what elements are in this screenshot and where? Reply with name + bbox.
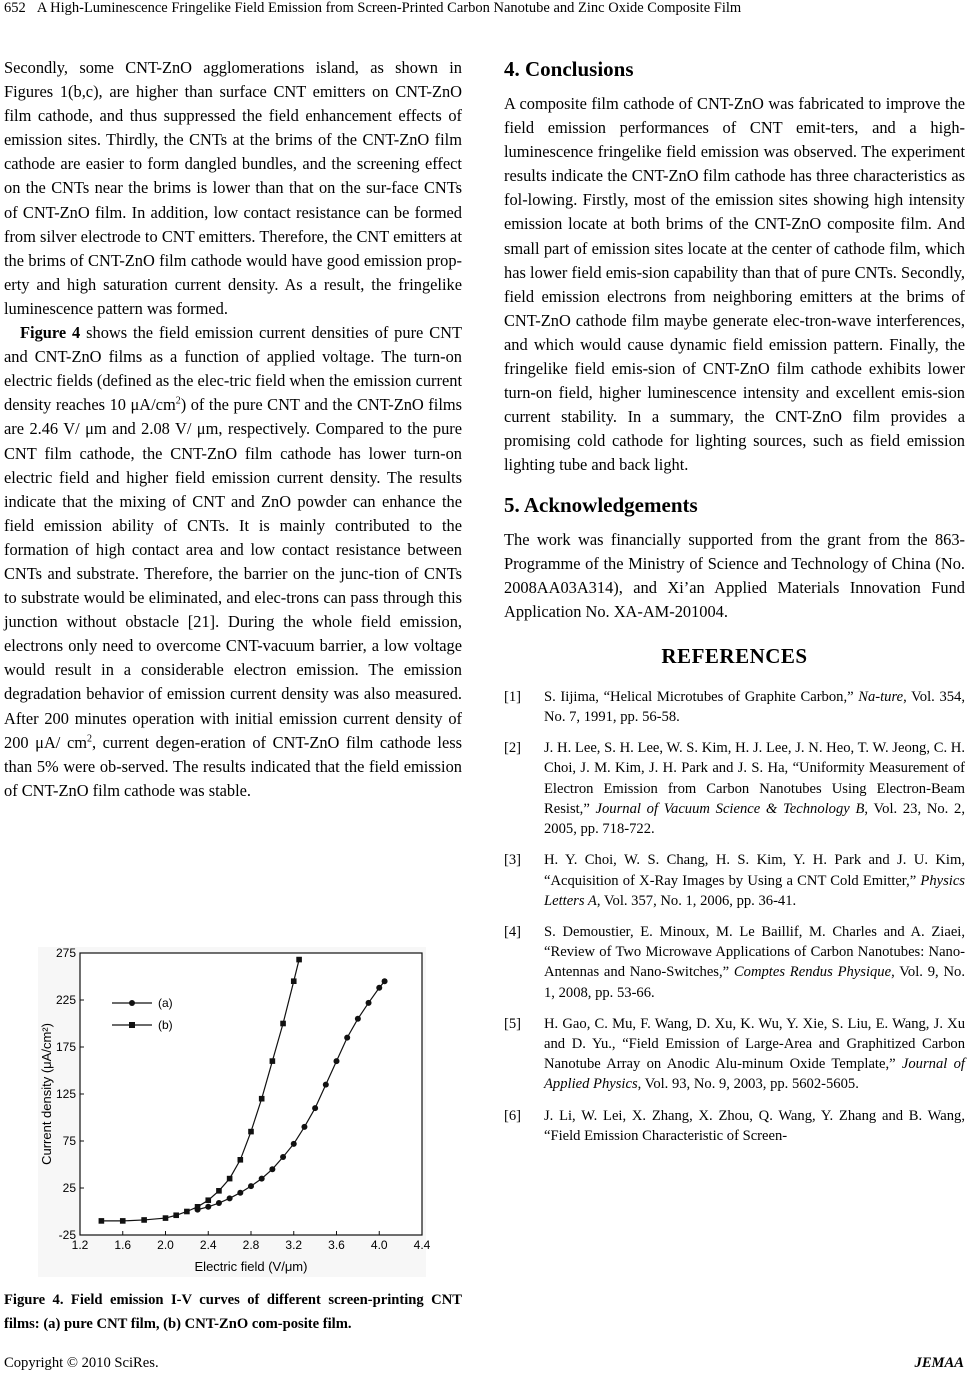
reference-text: H. Y. Choi, W. S. Chang, H. S. Kim, Y. H. Park and J. U. Kim, “Acquisition of X-Ray Images by Using a CNT Cold Emitter,” Physics Letters A, Vol. 357, No. 1, 2006, pp. 36-41. xyxy=(544,852,965,909)
left-column xyxy=(4,56,462,803)
legend-label: (a) xyxy=(158,996,173,1010)
references-list xyxy=(504,687,965,1146)
data-point-a xyxy=(366,1000,372,1006)
data-point-a xyxy=(355,1016,361,1022)
data-point-b xyxy=(248,1129,254,1135)
superscript: 2 xyxy=(175,395,181,407)
x-tick-label: 1.6 xyxy=(114,1238,132,1252)
reference-number: [6] xyxy=(504,1107,522,1124)
figure-caption: Figure 4. Field emission I-V curves of different screen-printing CNT films: (a) pure CNT film, (b) CNT-ZnO com-posite film. xyxy=(4,1292,462,1332)
data-point-a xyxy=(312,1105,318,1111)
data-point-b xyxy=(291,978,297,984)
data-point-b xyxy=(259,1096,265,1102)
reference-source: Journal of Applied Physics xyxy=(544,1056,965,1093)
data-point-a xyxy=(248,1183,254,1189)
data-point-a xyxy=(334,1058,340,1064)
running-title: A High-Luminescence Fringelike Field Emission from Screen-Printed Carbon Nanotube and Zinc Oxide Composite Film xyxy=(36,0,742,16)
paragraph-2 xyxy=(4,321,462,803)
x-tick-label: 2.4 xyxy=(199,1238,217,1252)
data-point-a xyxy=(291,1141,297,1147)
data-point-a xyxy=(227,1195,233,1201)
data-point-a xyxy=(237,1190,243,1196)
paragraph-2-part-b: ) of the pure CNT and the CNT-ZnO films are 2.46 V/ μm and 2.08 V/ μm, respectively. Compared to the pure CNT film cathode, the CNT-ZnO film cathode has lower turn-on electric field and higher field emission current density. The results indicate that the mixing of CNT and ZnO powder can enhance the field emission ability of CNTs. It is mainly contributed to the formation of high contact area and low contact resistance between CNTs and substrate. Therefore, the barrier on the junc-tion of CNTs to substrate would be eliminated, and elec-trons can pass through this junction without obstacle [21]. During the whole field emission, electrons only need to overcome CNT-vacuum barrier, a low voltage would result in a considerable electron emission. The emission degradation behavior of emission current density was also measured. After 200 minutes operation with initial emission current density of 200 μA/ cm xyxy=(4,395,462,752)
page-number: 652 xyxy=(4,0,26,16)
data-point-b xyxy=(141,1217,147,1223)
x-tick-label: 4.0 xyxy=(370,1238,388,1252)
reference-number: [4] xyxy=(504,923,522,940)
y-tick-label: 75 xyxy=(62,1134,76,1148)
reference-item xyxy=(504,687,965,727)
superscript: 2 xyxy=(86,733,92,745)
data-point-a xyxy=(382,978,388,984)
data-point-a xyxy=(205,1204,211,1210)
data-point-b xyxy=(227,1176,233,1182)
reference-text: S. Demoustier, E. Minoux, M. Le Baillif, M. Charles and A. Ziaei, “Review of Two Microwave Applications of Carbon Nanotubes: Nano-Antennas and Nano-Switches,” Comptes Rendus Physique, Vol. 9, No. 1, 2008, pp. 53-66. xyxy=(544,923,965,1001)
y-tick-label: 25 xyxy=(62,1181,76,1195)
legend-label: (b) xyxy=(158,1018,173,1032)
data-point-b xyxy=(296,957,302,963)
copyright: Copyright © 2010 SciRes. xyxy=(4,1355,159,1371)
data-point-b xyxy=(173,1212,179,1218)
running-header xyxy=(4,0,964,22)
x-tick-label: 2.0 xyxy=(157,1238,174,1252)
y-tick-label: 275 xyxy=(55,946,76,960)
conclusions-text: A composite film cathode of CNT-ZnO was fabricated to improve the field emission performances of CNT emit-ters, and a high-luminescence fringelike field emission was observed. The experiment results indicate the CNT-ZnO film cathode has three characteristics as fol-lowing. Firstly, most of the emission sites showing high intensity emission locate at both brims of the CNT-ZnO composite film. And small part of emission sites locate at the center of cathode film, which has lower field emis-sion capability than that of pure CNTs. Secondly, field emission electrons from neighboring emitters at the brims of CNT-ZnO cathode film maybe generate elec-tron-wave interferences, and which would cause dynamic field emission pattern. Finally, the fringelike field emis-sion of CNT-ZnO film cathode exhibits lower turn-on field, higher luminescence intensity and excellent emis-sion current stability. In a summary, the CNT-ZnO film provides a promising cold cathode for lighting sources, such as field emission lighting tube and back light. xyxy=(504,94,965,475)
reference-number: [5] xyxy=(504,1015,522,1032)
figure-4-chart xyxy=(38,946,431,1277)
y-tick-label: -25 xyxy=(58,1228,76,1242)
data-point-b xyxy=(184,1209,190,1215)
reference-item xyxy=(504,1106,965,1146)
y-tick-label: 225 xyxy=(55,993,76,1007)
data-point-a xyxy=(344,1035,350,1041)
acknowledgements-heading: 5. Acknowledgements xyxy=(504,492,698,517)
reference-source: Comptes Rendus Physique xyxy=(733,964,892,981)
paragraph-1: Secondly, some CNT-ZnO agglomerations island, as shown in Figures 1(b,c), are higher than surface CNT emitters on CNT-ZnO film cathode, and thus suppressed the field enhancement effects of emission sites. Thirdly, the CNTs at the brims of the CNT-ZnO film cathode are easier to form dangled bundles, and the screening effect on the CNTs near the brims is lower than that on the sur-face CNTs of CNT-ZnO film. In addition, low contact resistance can be formed from silver electrode to CNT emitters. Therefore, the CNT emitters at the brims of CNT-ZnO film cathode would have good emission prop-erty and high saturation current density. As a result, the fringelike luminescence pattern was formed. xyxy=(4,58,462,318)
data-point-a xyxy=(216,1200,222,1206)
figure-4-ref: Figure 4 xyxy=(20,323,81,343)
x-tick-label: 4.4 xyxy=(413,1238,431,1252)
data-point-b xyxy=(205,1197,211,1203)
reference-item xyxy=(504,738,965,839)
data-point-a xyxy=(259,1176,265,1182)
x-axis-label: Electric field (V/μm) xyxy=(194,1259,308,1274)
y-axis-label: Current density (μA/cm²) xyxy=(39,1023,54,1165)
reference-source: Na-ture xyxy=(858,688,904,705)
data-point-a xyxy=(280,1154,286,1160)
data-point-b xyxy=(280,1021,286,1027)
reference-text: J. H. Lee, S. H. Lee, W. S. Kim, H. J. Lee, J. N. Heo, T. W. Jeong, C. H. Choi, J. M. Kim, J. H. Park and J. S. Ha, “Uniformity Measurement of Electron Emission from Carbon Nanotubes Using Electron-Beam Resist,” Journal of Vacuum Science & Technology B, Vol. 23, No. 2, 2005, pp. 718-722. xyxy=(544,740,965,838)
data-point-a xyxy=(301,1124,307,1130)
x-tick-label: 2.8 xyxy=(242,1238,260,1252)
x-tick-label: 3.2 xyxy=(285,1238,303,1252)
footer xyxy=(4,1355,964,1372)
data-point-a xyxy=(376,985,382,991)
data-point-b xyxy=(195,1204,201,1210)
plot-frame xyxy=(80,953,422,1235)
y-tick-label: 175 xyxy=(55,1040,76,1054)
y-tick-label: 125 xyxy=(55,1087,76,1101)
x-tick-label: 1.2 xyxy=(71,1238,89,1252)
data-point-b xyxy=(163,1215,169,1221)
paragraph-2-part-c: , current degen-eration of CNT-ZnO film cathode less than 5% were ob-served. The results indicated that the field emission of CNT-ZnO film cathode was stable. xyxy=(4,732,462,800)
reference-item xyxy=(504,922,965,1003)
reference-text: H. Gao, C. Mu, F. Wang, D. Xu, K. Wu, Y. Xie, S. Liu, E. Wang, J. Xu and D. Yu., “Field Emission of Large-Area and Graphitized Carbon Nanotube Array on Anodic Alu-minum Oxide Template,” Journal of Applied Physics, Vol. 93, No. 9, 2003, pp. 5602-5605. xyxy=(544,1015,965,1093)
data-point-b xyxy=(99,1218,105,1224)
data-point-a xyxy=(269,1166,275,1172)
data-point-a xyxy=(323,1082,329,1088)
right-column xyxy=(504,56,965,1157)
legend-marker xyxy=(129,1000,135,1006)
references-heading: REFERENCES xyxy=(661,643,808,668)
reference-text: S. Iijima, “Helical Microtubes of Graphite Carbon,” Na-ture, Vol. 354, No. 7, 1991, pp. 56-58. xyxy=(544,688,965,726)
paragraph-2-part-a: shows the field emission current densities of pure CNT and CNT-ZnO films as a function of applied voltage. The turn-on electric fields (defined as the elec-tric field when the emission current density reaches 10 μA/cm xyxy=(4,323,462,415)
reference-number: [2] xyxy=(504,740,522,757)
chart-svg xyxy=(38,946,431,1277)
reference-item xyxy=(504,850,965,911)
reference-source: Journal of Vacuum Science & Technology B xyxy=(595,800,865,817)
reference-source: Physics Letters A xyxy=(544,872,965,909)
reference-number: [1] xyxy=(504,688,522,705)
data-point-b xyxy=(216,1188,222,1194)
data-point-b xyxy=(270,1058,276,1064)
data-point-b xyxy=(238,1157,244,1163)
legend-marker xyxy=(129,1022,135,1028)
reference-number: [3] xyxy=(504,852,522,869)
journal-name: JEMAA xyxy=(914,1355,964,1371)
acknowledgements-text: The work was financially supported from the grant from the 863-Programme of the Ministry of Science and Technology of China (No. 2008AA03A314), and Xi’an Applied Materials Innovation Fund Application No. XA-AM-201004. xyxy=(504,529,965,621)
data-point-b xyxy=(120,1218,126,1224)
reference-item xyxy=(504,1014,965,1095)
reference-text: J. Li, W. Lei, X. Zhang, X. Zhou, Q. Wang, Y. Zhang and B. Wang, “Field Emission Characteristic of Screen- xyxy=(544,1107,965,1144)
conclusions-heading: 4. Conclusions xyxy=(504,57,634,81)
x-tick-label: 3.6 xyxy=(328,1238,345,1252)
